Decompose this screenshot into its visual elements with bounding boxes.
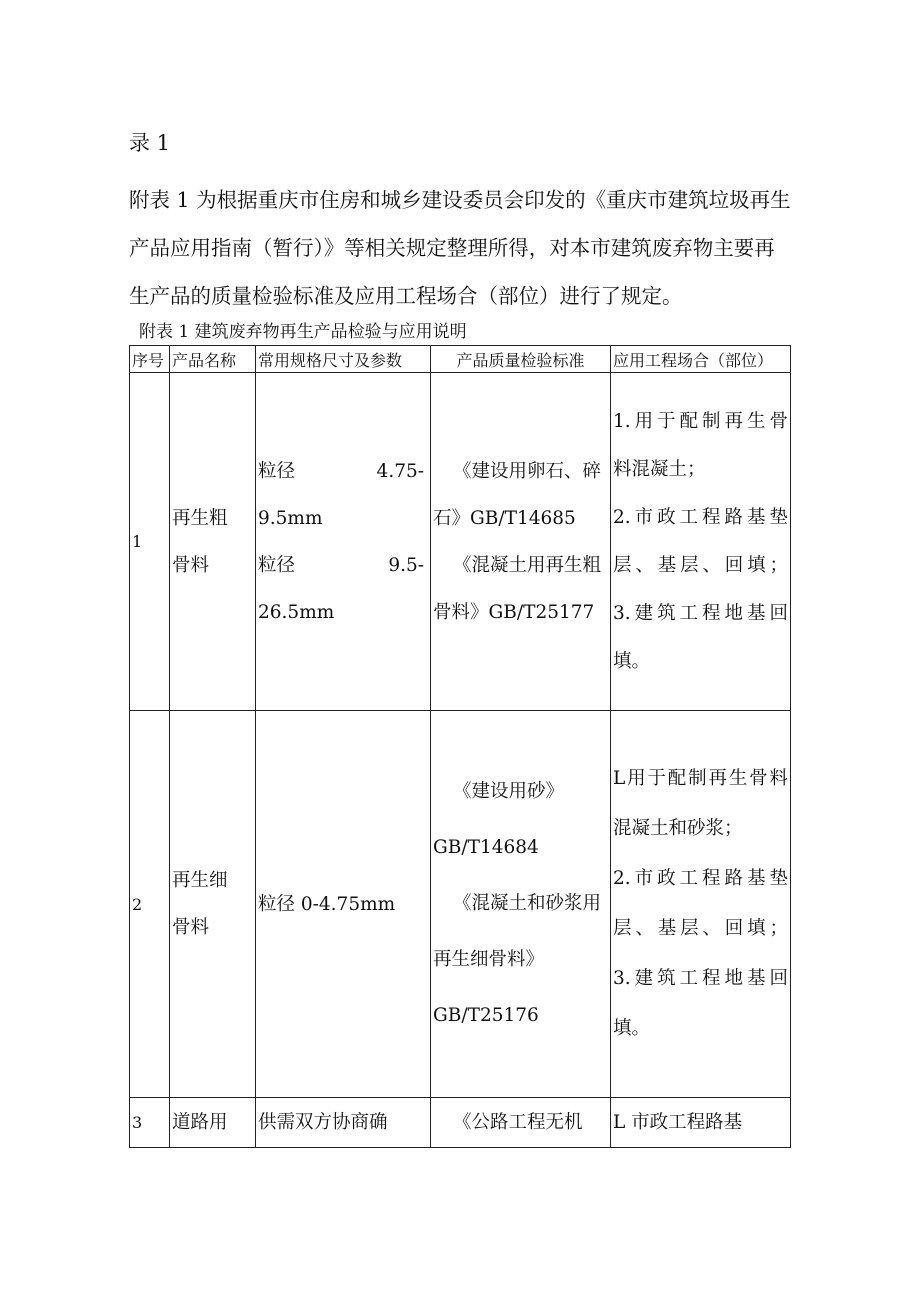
application-line: 层、基层、回填； bbox=[613, 554, 788, 576]
application-line: 料混凝土； bbox=[613, 458, 706, 480]
standard-line: 再生细骨料》 bbox=[433, 949, 545, 970]
spec-line bbox=[258, 589, 424, 636]
product-table bbox=[129, 345, 791, 1148]
application-cell bbox=[611, 711, 791, 1098]
spec-value: 9.5mm bbox=[258, 507, 323, 529]
table-row bbox=[130, 1098, 791, 1148]
spec-cell: 粒径 0-4.75mm bbox=[256, 711, 431, 1098]
intro-paragraph bbox=[129, 176, 794, 320]
table-row bbox=[130, 373, 791, 711]
standard-line: 《建设用砂》 bbox=[453, 781, 565, 802]
table-row bbox=[130, 711, 791, 1098]
paragraph-line: 生产品的质量检验标准及应用工程场合（部位）进行了规定。 bbox=[129, 284, 683, 308]
application-line: 2.市政工程路基垫 bbox=[613, 506, 788, 528]
product-name-line: 骨料 bbox=[172, 554, 210, 576]
standard-line: 骨料》GB/T25177 bbox=[433, 601, 595, 623]
header-cell-application: 应用工程场合（部位） bbox=[611, 346, 791, 373]
standard-cell bbox=[431, 373, 611, 711]
application-line: 层、基层、回填； bbox=[613, 918, 788, 939]
application-line: 3.建筑工程地基回 bbox=[613, 602, 788, 624]
row-number: 2 bbox=[130, 711, 170, 1098]
product-name bbox=[170, 711, 256, 1098]
application-cell bbox=[611, 373, 791, 711]
product-name-line: 再生细 bbox=[172, 870, 228, 891]
application-line: 填。 bbox=[613, 650, 651, 672]
standard-line: 石》GB/T14685 bbox=[433, 507, 576, 529]
application-line: L用于配制再生骨料 bbox=[613, 768, 788, 789]
spec-line bbox=[258, 542, 424, 589]
header-cell-spec: 常用规格尺寸及参数 bbox=[256, 346, 431, 373]
row-number: 3 bbox=[130, 1098, 170, 1148]
spec-label: 粒径 bbox=[258, 554, 296, 576]
application-line: 填。 bbox=[613, 1018, 651, 1039]
product-name: 道路用 bbox=[170, 1098, 256, 1148]
spec-value: 9.5- bbox=[388, 554, 424, 576]
standard-line: 《混凝土用再生粗 bbox=[453, 554, 602, 576]
header-cell-no: 序号 bbox=[130, 346, 170, 373]
standard-line: 《建设用卵石、碎 bbox=[453, 460, 602, 482]
header-cell-standard: 产品质量检验标准 bbox=[431, 346, 611, 373]
standard-line: GB/T25176 bbox=[433, 1005, 539, 1026]
standard-line: 《混凝土和砂浆用 bbox=[453, 893, 602, 914]
spec-cell: 供需双方协商确 bbox=[256, 1098, 431, 1148]
spec-line bbox=[258, 495, 424, 542]
standard-cell bbox=[431, 711, 611, 1098]
header-cell-name: 产品名称 bbox=[170, 346, 256, 373]
application-line: 1.用于配制再生骨 bbox=[613, 410, 788, 432]
table-caption: 附表 1 建筑废弃物再生产品检验与应用说明 bbox=[139, 322, 467, 342]
section-heading: 录 1 bbox=[129, 131, 171, 155]
product-name-line: 骨料 bbox=[172, 917, 210, 938]
application-line: 3.建筑工程地基回 bbox=[613, 968, 788, 989]
table-header-row bbox=[130, 346, 791, 373]
spec-cell bbox=[256, 373, 431, 711]
spec-value: 4.75- bbox=[376, 460, 424, 482]
application-cell: L 市政工程路基 bbox=[611, 1098, 791, 1148]
spec-label: 粒径 bbox=[258, 460, 296, 482]
application-line: 混凝土和砂浆； bbox=[613, 818, 743, 839]
spec-value: 26.5mm bbox=[258, 601, 335, 623]
application-line: 2.市政工程路基垫 bbox=[613, 868, 788, 889]
row-number: 1 bbox=[130, 373, 170, 711]
product-name-line: 再生粗 bbox=[172, 507, 228, 529]
spec-line bbox=[258, 448, 424, 495]
paragraph-line: 附表 1 为根据重庆市住房和城乡建设委员会印发的《重庆市建筑垃圾再生 bbox=[129, 188, 791, 212]
standard-cell: 《公路工程无机 bbox=[431, 1098, 611, 1148]
paragraph-line: 产品应用指南（暂行）》等相关规定整理所得，对本市建筑废弃物主要再 bbox=[129, 236, 775, 260]
standard-line: GB/T14684 bbox=[433, 837, 539, 858]
product-name bbox=[170, 373, 256, 711]
